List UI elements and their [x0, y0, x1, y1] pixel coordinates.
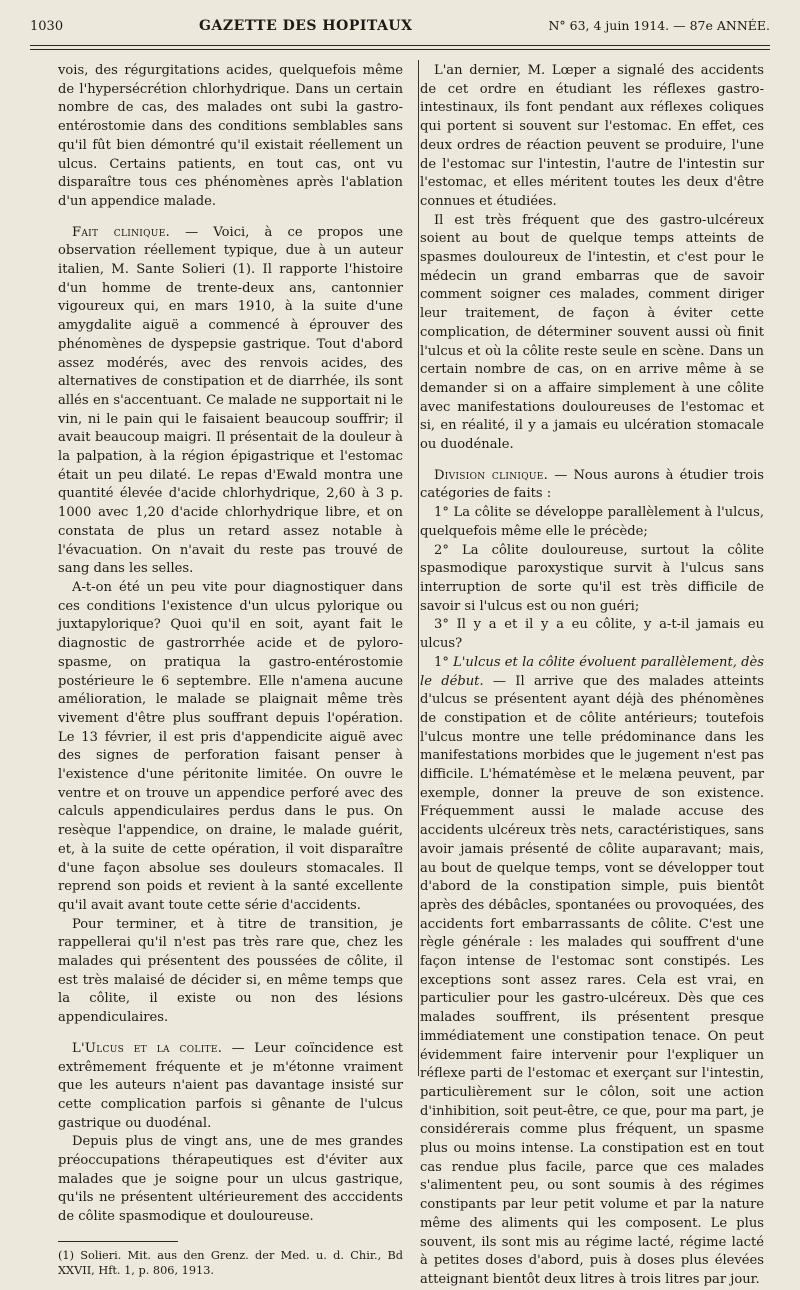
category-list — [420, 504, 764, 654]
paragraph-division-clinique — [420, 467, 764, 504]
list-item: 2° La côlite douloureuse, surtout la côlite spasmodique paroxystique survit à l'ulcus sans interruption de sorte qu'il est très difficile de savoir si l'ulcus est ou non guéri; — [420, 542, 764, 614]
item-number: 1° — [434, 654, 454, 670]
paragraph-text: — Nous aurons à étudier trois catégories de faits : — [420, 467, 765, 502]
paragraph-fait-clinique — [58, 224, 403, 579]
paragraph-text: — Voici, à ce propos une observation réellement typique, due à un auteur italien, M. Sante Solieri (1). Il rapporte l'histoire d'un homme de trente-deux ans, cantonnier vigoureux qui, en mars 1910, à la suite d'une amygdalite aiguë a commencé à éprouver des phénomènes de dyspepsie gastrique. Tout d'abord assez modérés, avec des renvois acides, des alternatives de constipation et de diarrhée, ils sont allés en s'accentuant. Ce malade ne supportait ni le vin, ni le pain qui le faisaient beaucoup souffrir; il avait beaucoup maigri. Il présentait de la douleur à la palpation, à la région épigastrique et l'estomac était un peu dilaté. Le repas d'Ewald montra une quantité élevée d'acide chlorhydrique, 2,60 à 3 p. 1000 avec 1,20 d'acide chlorhydrique libre, et on constata de plus un retard assez notable à l'évacuation. On n'avait du reste pas trouvé de sang dans les selles. — [58, 224, 403, 577]
paragraph: Il est très fréquent que des gastro-ulcéreux soient au bout de quelque temps atteints de spasmes douloureux de l'intestin, et c'est pour le médecin un grand embarras que de savoir comment soigner ces malades, comment diriger leur traitement, de façon à éviter cette complication, de déterminer souvent aussi où finit l'ulcus et où la côlite reste seule en scène. Dans un certain nombre de cas, on en arrive même à se demander si on a affaire simplement à une côlite avec manifestations douloureuses de l'estomac et si, en réalité, il y a jamais eu ulcération stomacale ou duodénale. — [420, 212, 764, 453]
paragraph-text: — Il arrive que des malades atteints d'ulcus se présentent ayant déjà des phénomènes de constipation et de côlite antérieurs; toutefois l'ulcus montre une telle prédominance dans les manifestations morbides que le jugement n'est pas difficile. L'hématémèse et le melæna peuvent, par exemple, donner la preuve de son existence. Fréquemment aussi le malade accuse des accidents ulcéreux très nets, caractéristiques, sans avoir jamais présenté de côlite auparavant; mais, au bout de quelque temps, vont se développer tout d'abord de la constipation simple, puis bientôt après des débâcles, spontanées ou provoquées, des accidents fort embarrassants de côlite. C'est une règle générale : les malades qui souffrent d'une façon intense de l'estomac sont constipés. Les exceptions sont assez rares. Cela est vrai, en particulier pour les gastro-ulcéreux. Dès que ces malades souffrent, ils présentent presque immédiatement une constipation tenace. On peut évidemment faire intervenir pour l'expliquer un réflexe parti de l'estomac et exerçant sur l'intestin, particulièrement sur le côlon, soit une action d'inhibition, soit peut-être, ce que, pour ma part, je considérerais comme plus fréquent, un spasme plus ou moins intense. La constipation est en tout cas rendue plus facile, parce que ces malades s'alimentent peu, ou sont soumis à des régimes constipants par leur petit volume et par la nature même des aliments qui les composent. Le plus souvent, ils sont mis au régime lacté, régime lacté à petites doses d'abord, puis à doses plus élevées atteignant bientôt deux litres à trois litres par jour. — [420, 673, 764, 1287]
paragraph: Pour terminer, et à titre de transition, je rappellerai qu'il n'est pas très rare que, chez les malades qui présentent des poussées de côlite, il est très malaisé de décider si, en même temps que la côlite, il existe ou non des lésions appendiculaires. — [58, 916, 403, 1026]
paragraph: vois, des régurgitations acides, quelquefois même de l'hypersécrétion chlorhydrique. Dans un certain nombre de cas, des malades ont subi la gastro-entérostomie dans des conditions semblables sans qu'il fût bien démontré qu'il existait réellement un ulcus. Certains patients, en tout cas, ont vu disparaître tous ces phénomènes après l'ablation d'un appendice malade. — [58, 63, 403, 209]
section-heading: L'Ulcus et la colite. — [72, 1040, 223, 1056]
paragraph: Depuis plus de vingt ans, une de mes grandes préoccupations thérapeutiques est d'éviter aux malades que je soigne pour un ulcus gastrique, qu'ils ne présentent ultérieurement des acccidents de côlite spasmodique et douloureuse. — [58, 1134, 403, 1225]
paragraph-evoluent — [420, 654, 764, 1290]
paragraph-ulcus-colite — [58, 1040, 403, 1134]
journal-title: GAZETTE DES HOPITAUX — [199, 18, 413, 34]
paragraph-text: — Leur coïncidence est extrêmement fréquente et je m'étonne vraiment que les auteurs n'aient pas davantage insisté sur cette complication parfois si gênante de l'ulcus gastrique ou duodénal. — [58, 1040, 403, 1131]
italic-heading: L'ulcus et la côlite évoluent parallèlement, dès le début. — [420, 654, 764, 689]
issue-info: N° 63, 4 juin 1914. — 87e ANNÉE. — [548, 18, 770, 33]
footnote-rule — [58, 1241, 178, 1242]
right-column — [420, 62, 764, 1290]
list-item: 1° La côlite se développe parallèlement à l'ulcus, quelquefois même elle le précède; — [420, 505, 764, 539]
section-heading: Fait clinique. — [72, 224, 171, 240]
page-number: 1030 — [30, 19, 64, 34]
header-rule-thin — [30, 49, 770, 50]
list-item: 3° Il y a et il y a eu côlite, y a-t-il jamais eu ulcus? — [420, 617, 764, 652]
paragraph: A-t-on été un peu vite pour diagnostiquer dans ces conditions l'existence d'un ulcus pylorique ou juxtapylorique? Quoi qu'il en soit, ayant fait le diagnostic de gastrorrhée acide et de pyloro-spasme, on pratiqua la gastro-entérostomie postérieure le 6 septembre. Elle n'amena aucune amélioration, le malade se plaignait même très vivement d'être plus souffrant depuis l'opération. Le 13 février, il est pris d'appendicite aiguë avec des signes de perforation faisant penser à l'existence d'une péritonite limitée. On ouvre le ventre et on trouve un appendice perforé avec des calculs appendiculaires perdus dans le pus. On resèque l'appendice, on draine, le malade guérit, et, à la suite de cette opération, il voit disparaître d'une façon absolue ses douleurs stomacales. Il reprend son poids et revient à la santé excellente qu'il avait avant toute cette série d'accidents. — [58, 579, 403, 913]
paragraph: L'an dernier, M. Lœper a signalé des accidents de cet ordre en étudiant les réflexes gastro-intestinaux, ils font pendant aux réflexes coliques qui portent si souvent sur l'estomac. En effet, ces deux ordres de réaction peuvent se produire, l'une de l'estomac sur l'intestin, l'autre de l'intestin sur l'estomac, et elles méritent toutes les deux d'être connues et étudiées. — [420, 63, 764, 209]
column-divider — [418, 60, 419, 1076]
header-rule — [30, 45, 770, 46]
left-column — [58, 62, 403, 1278]
footnote: (1) Solieri. Mit. aus den Grenz. der Med. u. d. Chir., Bd XXVII, Hft. 1, p. 806, 1913. — [58, 1248, 403, 1277]
section-heading: Division clinique. — [434, 467, 549, 483]
running-header — [30, 18, 770, 40]
